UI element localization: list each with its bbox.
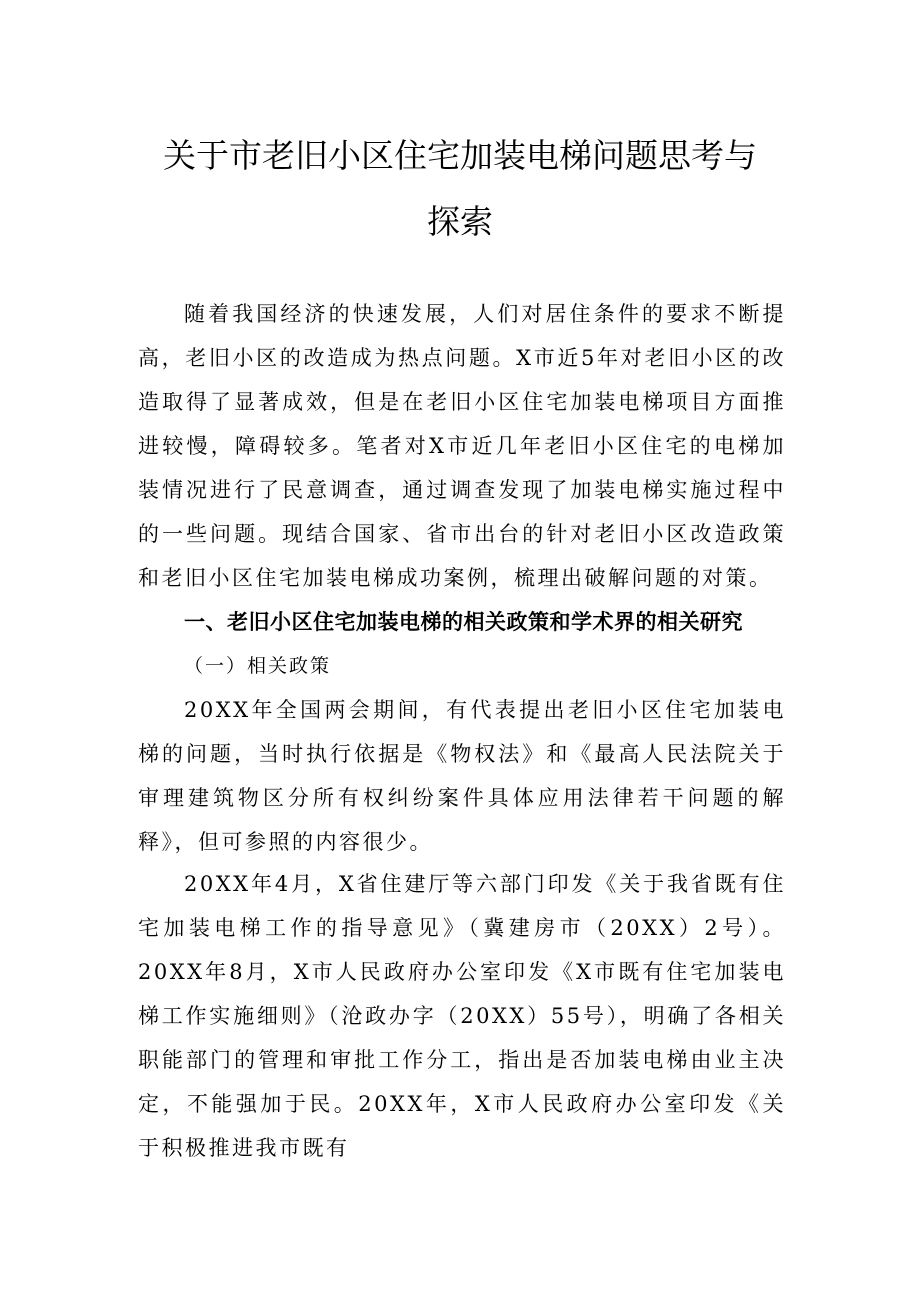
document-title-line-1: 关于市老旧小区住宅加装电梯问题思考与 <box>163 136 757 175</box>
section-heading-1: 一、老旧小区住宅加装电梯的相关政策和学术界的相关研究 <box>184 610 743 634</box>
subsection-heading-1: （一）相关政策 <box>184 655 332 677</box>
paragraph-policy-2: 20XX年4月，X省住建厅等六部门印发《关于我省既有住宅加装电梯工作的指导意见》（冀建房市（20XX）2号）。20XX年8月，X市人民政府办公室印发《X市既有住宅加装电梯工作实施细则》（沧政办字（20XX）55号），明确了各相关职能部门的管理和审批工作分工，指出是否加装电梯由业主决定，不能强加于民。20XX年，X市人民政府办公室印发《关于积极推进我市既有 <box>138 872 786 1160</box>
document-title-line-2: 探索 <box>427 202 493 241</box>
paragraph-policy-1: 20XX年全国两会期间，有代表提出老旧小区住宅加装电梯的问题，当时执行依据是《物权法》和《最高人民法院关于审理建筑物区分所有权纠纷案件具体应用法律若干问题的解释》，但可参照的内容很少。 <box>138 698 786 854</box>
paragraph-intro: 随着我国经济的快速发展，人们对居住条件的要求不断提高，老旧小区的改造成为热点问题。X市近5年对老旧小区的改造取得了显著成效，但是在老旧小区住宅加装电梯项目方面推进较慢，障碍较多。笔者对X市近几年老旧小区住宅的电梯加装情况进行了民意调查，通过调查发现了加装电梯实施过程中的一些问题。现结合国家、省市出台的针对老旧小区改造政策和老旧小区住宅加装电梯成功案例，梳理出破解问题的对策。 <box>138 302 786 590</box>
